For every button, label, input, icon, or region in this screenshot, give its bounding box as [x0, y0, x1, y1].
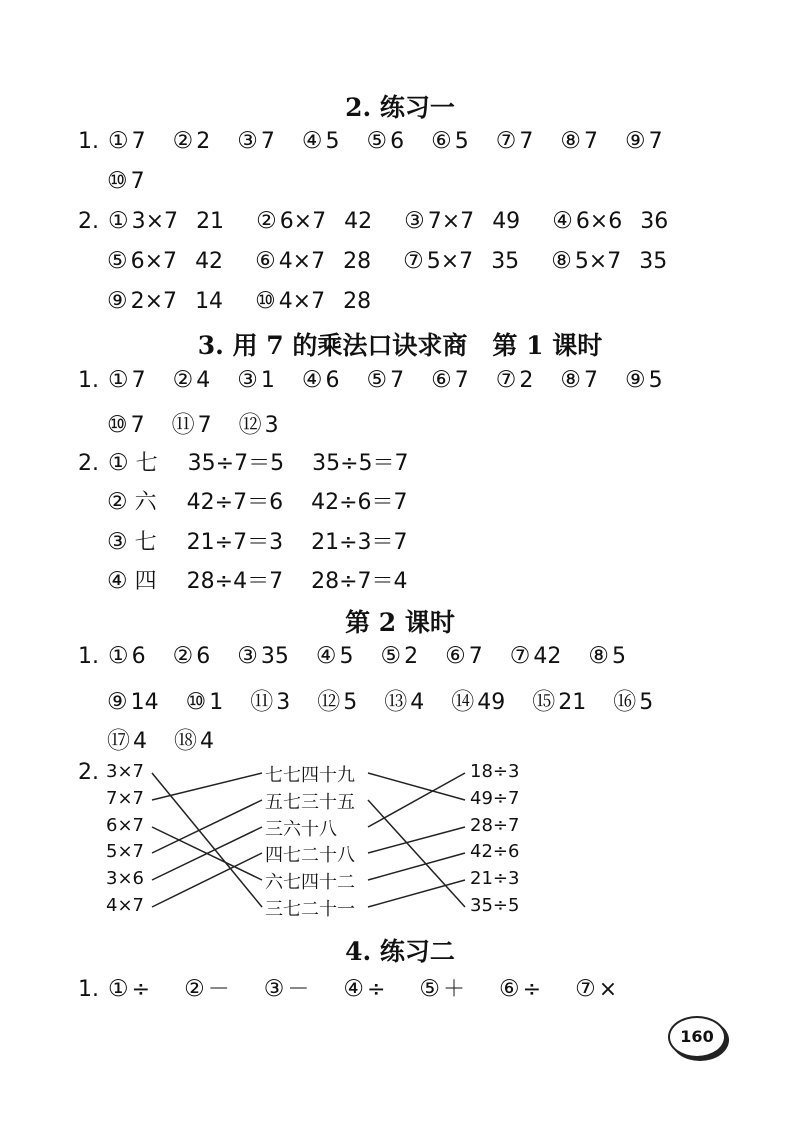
item-answer: 7: [519, 129, 534, 154]
match-line: [368, 800, 465, 907]
item-expression: 2×7: [130, 289, 178, 314]
item-marker: ①: [108, 643, 129, 669]
item-marker: ⑦: [495, 367, 517, 393]
item-expression: 6×6: [575, 209, 623, 234]
item-equation: 28÷7＝4: [311, 569, 408, 594]
answer-item: [107, 288, 223, 314]
s3b-q2-number: 2.: [78, 760, 99, 785]
answer-item: [560, 367, 598, 393]
item-marker: ①: [108, 367, 129, 393]
item-answer: 7: [648, 129, 663, 154]
item-answer: 7: [131, 129, 146, 154]
item-answer: 35: [639, 249, 668, 274]
item-marker: ⑦: [403, 248, 424, 274]
s3b-q1-row3: [107, 722, 214, 755]
answer-item: [302, 128, 340, 154]
item-expression: 6×7: [130, 249, 178, 274]
item-answer: 7: [131, 368, 146, 393]
item-marker: ③: [107, 529, 128, 555]
match-middle-item: 五七三十五: [265, 792, 355, 813]
match-line: [368, 880, 465, 907]
answer-item: [451, 683, 505, 716]
match-line: [152, 853, 262, 907]
question-number: 1.: [78, 129, 99, 154]
answer-item: [184, 972, 230, 1003]
item-answer: 21: [196, 209, 225, 234]
answer-item: [256, 208, 372, 234]
s2-q1-row1: [78, 128, 663, 154]
answer-item: [367, 367, 405, 393]
answer-item: [108, 128, 146, 154]
answer-item: [588, 643, 626, 669]
match-line: [368, 773, 465, 827]
item-answer: 7: [130, 413, 145, 438]
s3-q1-row1: [78, 367, 663, 393]
item-marker: ⑥: [431, 367, 452, 393]
item-marker: ⑫: [238, 412, 262, 438]
item-marker: ①: [108, 128, 129, 154]
match-right-item: 28÷7: [470, 815, 520, 836]
item-equation: 42÷7＝6: [186, 490, 284, 515]
item-marker: ⑩: [107, 412, 128, 438]
item-marker: ⑨: [625, 128, 646, 154]
item-answer: 6: [390, 129, 405, 154]
item-marker: ②: [172, 128, 194, 154]
item-answer: 14: [130, 690, 159, 715]
item-answer: ÷: [522, 977, 542, 1002]
item-answer: 21: [558, 690, 587, 715]
item-answer: 7: [454, 368, 469, 393]
item-marker: ⑩: [255, 288, 276, 314]
item-word: 六: [134, 490, 157, 515]
s2-q2-row1: [78, 208, 700, 234]
answer-item: [317, 683, 357, 716]
item-marker: ⑨: [625, 367, 646, 393]
item-equation: 42÷6＝7: [311, 490, 408, 515]
item-word: 七: [135, 451, 158, 476]
s3-q2-row2: [107, 485, 408, 516]
item-word: 七: [134, 530, 157, 555]
item-marker: ⑤: [419, 976, 441, 1002]
item-marker: ②: [256, 208, 277, 234]
match-middle-item: 三六十八: [265, 819, 337, 840]
item-marker: ⑤: [107, 248, 128, 274]
item-answer: 7: [468, 644, 483, 669]
item-marker: ⑤: [380, 643, 402, 669]
s3-q1-row2: [107, 406, 279, 439]
match-line: [152, 773, 262, 907]
answer-item: [107, 412, 145, 438]
item-marker: ③: [237, 643, 258, 669]
answer-item: [107, 248, 223, 274]
answer-item: [173, 643, 211, 669]
answer-item: [250, 683, 290, 716]
item-marker: ③: [263, 976, 285, 1002]
item-marker: ⑥: [255, 248, 276, 274]
answer-item: [575, 976, 617, 1002]
item-marker: ⑪: [171, 412, 195, 438]
question-number: 1.: [78, 977, 99, 1002]
item-marker: ⑯: [613, 689, 637, 715]
item-expression: 3×7: [131, 209, 179, 234]
answer-item: [173, 128, 211, 154]
item-equation: 35÷7＝5: [187, 451, 285, 476]
answer-item: [239, 406, 279, 439]
item-answer: 4: [133, 729, 147, 754]
item-marker: ④: [315, 643, 337, 669]
answer-item: [560, 128, 598, 154]
item-marker: ⑬: [384, 689, 408, 715]
match-middle-item: 四七二十八: [265, 845, 355, 866]
item-marker: ⑰: [107, 728, 130, 754]
answer-item: [264, 972, 310, 1003]
s3-q2-row3: [107, 525, 408, 556]
item-answer: 5: [639, 690, 654, 715]
section-title-lesson-2: 第 2 课时: [345, 608, 455, 637]
answer-item: [496, 367, 534, 393]
item-answer: 1: [260, 368, 275, 393]
item-answer: 3: [264, 413, 279, 438]
item-answer: ÷: [366, 977, 386, 1002]
answer-item: [625, 367, 663, 393]
match-left-item: 5×7: [106, 841, 144, 862]
answer-item: [186, 689, 224, 715]
answer-item: [107, 722, 147, 755]
item-equation: 28÷4＝7: [186, 569, 284, 594]
item-expression: 7×7: [427, 209, 475, 234]
item-answer: －: [287, 977, 310, 1002]
item-marker: ⑧: [588, 643, 609, 669]
answer-item: [431, 367, 469, 393]
item-answer: 7: [197, 413, 212, 438]
s3-q2-row4: [107, 564, 408, 595]
item-marker: ⑤: [366, 128, 388, 154]
item-marker: ⑨: [107, 288, 128, 314]
answer-item: [237, 367, 275, 393]
item-marker: ⑦: [509, 643, 531, 669]
item-marker: ⑪: [250, 689, 274, 715]
match-line: [152, 773, 262, 800]
answer-item: [255, 288, 371, 314]
item-equation: 35÷5＝7: [312, 451, 409, 476]
answer-item: [255, 248, 371, 274]
item-expression: 4×7: [278, 249, 326, 274]
item-marker: ⑫: [317, 689, 341, 715]
item-marker: ⑧: [560, 367, 581, 393]
item-marker: ③: [404, 208, 425, 234]
item-answer: 5: [325, 129, 340, 154]
item-answer: 35: [260, 644, 289, 669]
item-marker: ②: [184, 976, 205, 1002]
item-answer: 6: [131, 644, 146, 669]
answer-item: [302, 367, 340, 393]
answer-item: [108, 367, 146, 393]
item-answer: 4: [200, 729, 214, 754]
match-line: [368, 827, 465, 853]
item-expression: 5×7: [574, 249, 622, 274]
item-answer: 49: [492, 209, 521, 234]
page-number: 160: [668, 1016, 726, 1058]
answer-item: [108, 208, 224, 234]
item-answer: 4: [196, 368, 211, 393]
item-word: 四: [134, 569, 157, 594]
answer-item: [403, 248, 519, 274]
answer-item: [404, 208, 520, 234]
item-answer: 7: [390, 368, 405, 393]
item-marker: ③: [237, 367, 258, 393]
section-title-practice-1: 2. 练习一: [345, 93, 455, 122]
answer-item: [499, 976, 541, 1002]
item-answer: 2: [404, 644, 419, 669]
item-answer: 7: [260, 129, 275, 154]
item-marker: ⑦: [495, 128, 517, 154]
item-answer: 5: [648, 368, 663, 393]
item-answer: 4: [410, 690, 425, 715]
item-answer: 6: [196, 644, 211, 669]
item-answer: 14: [195, 289, 224, 314]
question-number: 1.: [78, 368, 99, 393]
item-expression: 4×7: [278, 289, 326, 314]
answer-item: [174, 722, 214, 755]
item-equation: 21÷7＝3: [186, 530, 284, 555]
item-marker: ④: [301, 128, 323, 154]
answer-item: [107, 689, 159, 715]
item-marker: ⑥: [499, 976, 520, 1002]
item-marker: ②: [107, 489, 128, 515]
answer-item: [625, 128, 663, 154]
item-marker: ⑥: [431, 128, 452, 154]
item-answer: ÷: [131, 977, 151, 1002]
answer-item: [419, 972, 465, 1003]
answer-item: [237, 128, 275, 154]
answer-item: [551, 248, 667, 274]
answer-item: [343, 976, 385, 1002]
answer-item: [552, 208, 668, 234]
s3b-q1-row2: [107, 683, 653, 716]
answer-item: [532, 683, 586, 716]
match-line: [368, 853, 465, 880]
item-answer: 36: [640, 209, 669, 234]
item-answer: 42: [344, 209, 373, 234]
match-middle-item: 三七二十一: [265, 899, 355, 920]
item-answer: 5: [454, 129, 469, 154]
item-marker: ⑮: [532, 689, 556, 715]
answer-item: [613, 683, 653, 716]
item-marker: ⑨: [107, 689, 128, 715]
match-left-item: 3×6: [106, 868, 144, 889]
item-marker: ①: [108, 450, 129, 476]
s3-q2-row1: [78, 446, 409, 477]
match-right-item: 18÷3: [470, 761, 520, 782]
answer-item: [384, 683, 424, 716]
answer-item: [108, 976, 150, 1002]
item-marker: ⑥: [445, 643, 466, 669]
answer-item: [431, 128, 469, 154]
item-marker: ⑩: [107, 168, 128, 194]
item-marker: ①: [108, 208, 129, 234]
answer-item: [108, 643, 146, 669]
item-answer: 2: [519, 368, 534, 393]
answer-item: [316, 643, 354, 669]
match-left-item: 7×7: [106, 788, 144, 809]
s4-q1-row1: [78, 972, 651, 1003]
item-marker: ②: [172, 367, 194, 393]
match-middle-item: 六七四十二: [265, 872, 355, 893]
s2-q1-row2: [107, 168, 145, 194]
item-marker: ⑩: [185, 689, 207, 715]
item-expression: 6×7: [279, 209, 327, 234]
match-right-item: 35÷5: [470, 895, 520, 916]
item-marker: ①: [108, 976, 129, 1002]
question-number: 2.: [78, 451, 99, 476]
item-marker: ⑱: [174, 728, 197, 754]
s3b-q1-row1: [78, 643, 626, 669]
match-right-item: 42÷6: [470, 841, 520, 862]
answer-item: [381, 643, 419, 669]
answer-item: [237, 643, 289, 669]
item-answer: 5: [612, 644, 626, 669]
item-marker: ④: [343, 976, 364, 1002]
item-answer: －: [207, 977, 230, 1002]
item-marker: ④: [301, 367, 323, 393]
item-answer: 7: [584, 129, 598, 154]
answer-item: [367, 128, 405, 154]
question-number: 2.: [78, 209, 99, 234]
match-left-item: 3×7: [106, 761, 144, 782]
item-marker: ④: [107, 568, 128, 594]
match-line: [368, 773, 465, 800]
section-title-practice-2: 4. 练习二: [345, 937, 455, 966]
answer-item: [496, 128, 534, 154]
item-marker: ⑧: [560, 128, 581, 154]
match-middle-item: 七七四十九: [265, 765, 355, 786]
item-answer: 7: [130, 169, 145, 194]
item-answer: 1: [209, 690, 224, 715]
item-answer: 49: [477, 690, 506, 715]
item-marker: ③: [237, 128, 258, 154]
item-answer: 5: [343, 690, 358, 715]
item-marker: ⑦: [575, 976, 596, 1002]
item-answer: 6: [325, 368, 340, 393]
item-answer: 42: [195, 249, 224, 274]
item-answer: 7: [584, 368, 598, 393]
match-left-item: 6×7: [106, 815, 144, 836]
question-number: 1.: [78, 644, 99, 669]
item-expression: 5×7: [426, 249, 474, 274]
item-answer: 5: [339, 644, 354, 669]
item-marker: ⑤: [366, 367, 388, 393]
item-marker: ⑧: [551, 248, 572, 274]
item-answer: 2: [196, 129, 211, 154]
item-answer: 28: [343, 289, 372, 314]
match-left-item: 4×7: [106, 895, 144, 916]
item-marker: ④: [552, 208, 573, 234]
item-answer: ×: [598, 977, 618, 1002]
answer-item: [172, 406, 212, 439]
section-title-lesson-1: 3. 用 7 的乘法口诀求商 第 1 课时: [197, 331, 603, 360]
s2-q2-row2: [107, 248, 699, 274]
answer-item: [107, 168, 145, 194]
item-answer: 3: [276, 690, 291, 715]
item-answer: 35: [491, 249, 520, 274]
match-right-item: 49÷7: [470, 788, 520, 809]
answer-item: [173, 367, 211, 393]
match-line: [152, 827, 262, 880]
match-right-item: 21÷3: [470, 868, 520, 889]
match-line: [152, 827, 262, 880]
s2-q2-row3: [107, 288, 403, 314]
answer-item: [510, 643, 562, 669]
item-answer: ＋: [443, 977, 466, 1002]
item-answer: 42: [533, 644, 562, 669]
answer-item: [445, 643, 483, 669]
match-line: [152, 800, 262, 853]
item-answer: 28: [343, 249, 372, 274]
item-equation: 21÷3＝7: [311, 530, 408, 555]
item-marker: ⑭: [451, 689, 475, 715]
item-marker: ②: [172, 643, 194, 669]
